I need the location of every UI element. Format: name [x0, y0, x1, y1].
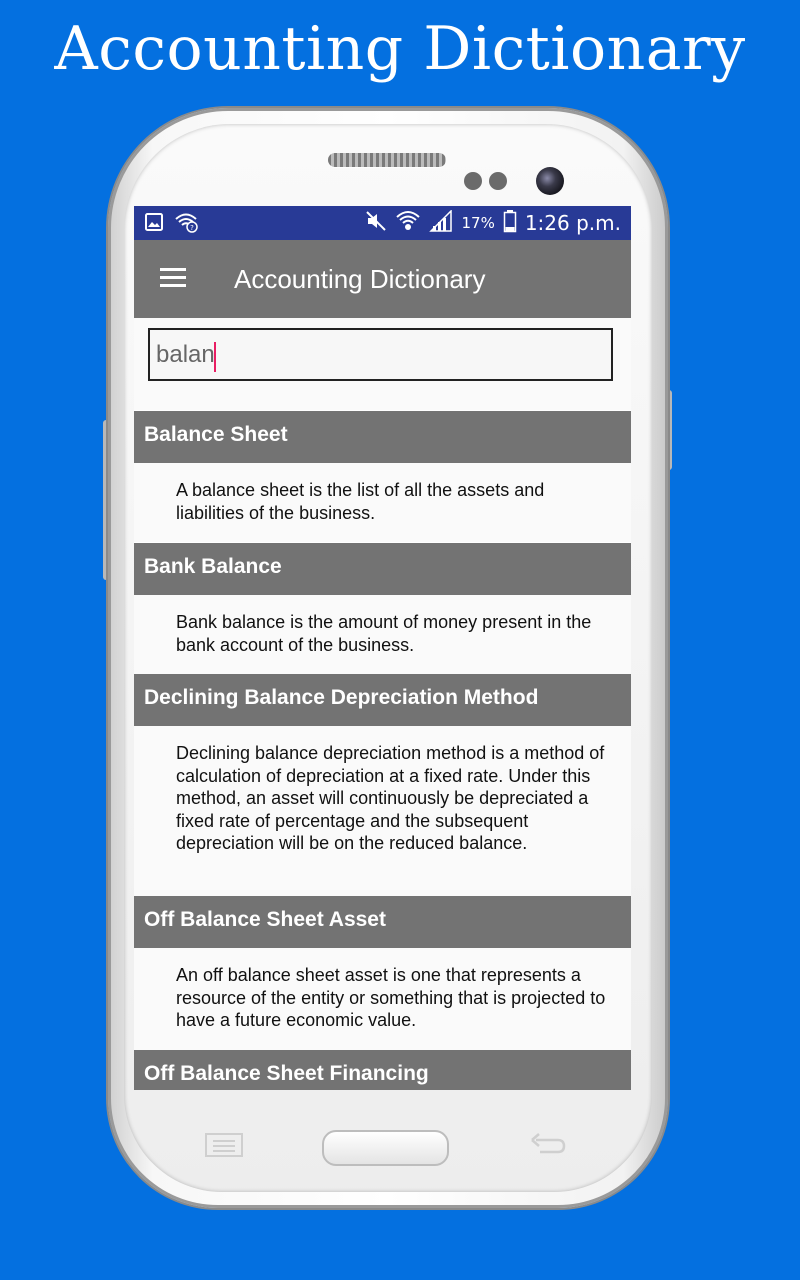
term-description: Declining balance depreciation method is a method of calculation of depreciation at a fixed rate. Under this method, an asset will continuously be depreciated a fixed rate of percentage and the subsequent depreciation will be on the reduced balance.	[176, 743, 605, 854]
app-title: Accounting Dictionary	[234, 264, 486, 294]
term-title: Off Balance Sheet Financing	[144, 1062, 429, 1085]
home-button[interactable]	[322, 1130, 449, 1166]
search-area	[134, 318, 631, 410]
menu-key-icon[interactable]	[204, 1131, 244, 1159]
text-caret	[214, 342, 216, 372]
hamburger-menu-icon[interactable]	[150, 260, 190, 296]
term-body	[134, 595, 631, 674]
term-header[interactable]	[134, 1050, 631, 1090]
back-key-icon[interactable]	[528, 1131, 568, 1159]
term-header[interactable]	[134, 674, 631, 726]
wifi-icon	[395, 209, 421, 237]
mute-icon	[365, 210, 387, 236]
term-description: An off balance sheet asset is one that represents a resource of the entity or something that is projected to have a future economic value.	[176, 965, 606, 1031]
term-title: Bank Balance	[144, 555, 282, 578]
phone-sensor	[489, 172, 507, 190]
term-header[interactable]	[134, 896, 631, 948]
term-title: Off Balance Sheet Asset	[144, 908, 386, 931]
phone-speaker	[328, 153, 446, 167]
term-description: A balance sheet is the list of all the assets and liabilities of the business.	[176, 480, 545, 523]
phone-screen	[134, 206, 631, 1090]
image-icon	[144, 212, 164, 236]
term-title: Balance Sheet	[144, 423, 288, 446]
front-camera	[536, 167, 564, 195]
term-description: Bank balance is the amount of money present in the bank account of the business.	[176, 612, 592, 655]
term-body	[134, 463, 631, 542]
battery-icon	[503, 209, 517, 237]
status-time: 1:26 p.m.	[524, 211, 621, 235]
term-header[interactable]	[134, 543, 631, 595]
status-bar	[134, 206, 631, 240]
term-body	[134, 948, 631, 1050]
search-input[interactable]	[156, 330, 596, 379]
app-bar	[134, 240, 631, 318]
wifi-icon	[174, 211, 200, 237]
term-title: Declining Balance Depreciation Method	[144, 686, 539, 709]
battery-percent: 17%	[461, 214, 495, 232]
search-box[interactable]	[148, 328, 613, 381]
term-header[interactable]	[134, 411, 631, 463]
phone-sensor	[464, 172, 482, 190]
term-body	[134, 726, 631, 896]
cell-signal-icon	[429, 210, 453, 236]
promo-title: Accounting Dictionary	[54, 14, 746, 84]
svg-text:?: ?	[190, 224, 194, 232]
